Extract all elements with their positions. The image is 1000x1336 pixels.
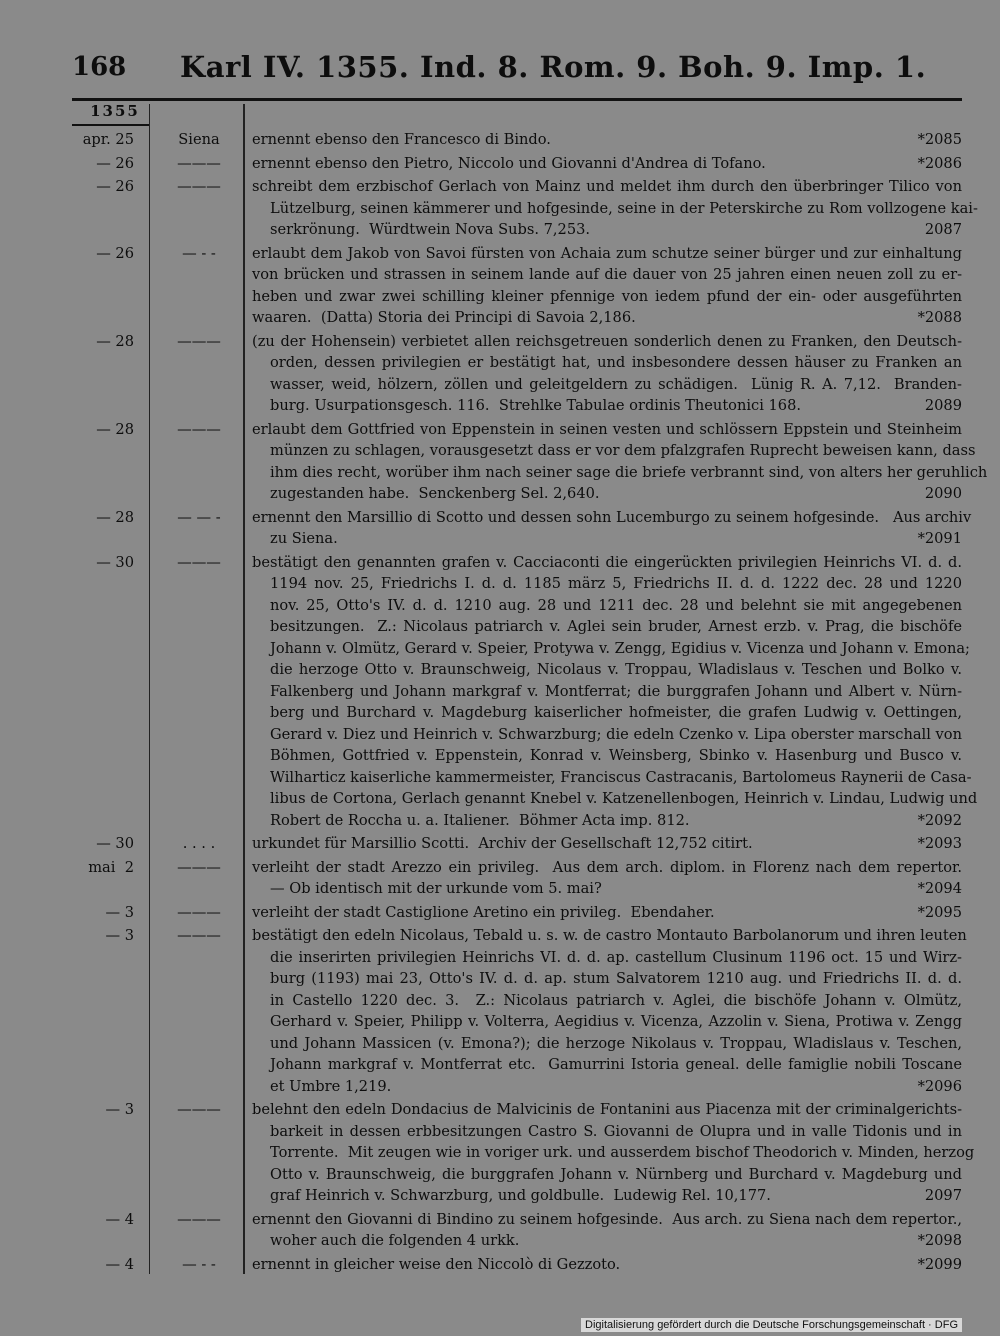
line-text: die herzoge Otto v. Braunschweig, Nicolaus v. Troppau, Wladislaus v. Teschen und Bolko v. (270, 661, 962, 678)
line-text: zu Siena. (270, 530, 338, 547)
text-line (252, 1076, 962, 1098)
entry-date: — 28 (96, 508, 134, 526)
line-text: — Ob identisch mit der urkunde vom 5. mai? (270, 880, 602, 897)
text-line (252, 745, 962, 767)
regest-entry (72, 1209, 962, 1252)
text-line (252, 264, 962, 286)
line-text: erlaubt dem Jakob von Savoi fürsten von Achaia zum schutze seiner bürger und zur einhaltung (252, 244, 962, 262)
entry-place: — - - (182, 244, 216, 262)
regest-number: 2097 (924, 1187, 962, 1204)
regest-entry (72, 153, 962, 175)
entry-text (252, 552, 978, 832)
text-line (252, 1164, 962, 1186)
text-line (252, 925, 967, 947)
entry-text (252, 1099, 975, 1207)
line-text: die inserirten privilegien Heinrichs VI. d. d. ap. castellum Clusinum 1196 oct. 15 und Wirz- (270, 948, 962, 966)
line-text: libus de Cortona, Gerlach genannt Knebel v. Katzenellenbogen, Heinrich v. Lindau, Ludwig und (270, 790, 978, 807)
line-text: in Castello 1220 dec. 3. Z.: Nicolaus patriarch v. Aglei, die bischöfe Johann v. Olmütz, (270, 991, 962, 1009)
entry-place: ——— (177, 553, 221, 571)
header-rule (72, 98, 962, 101)
line-text: Gerard v. Diez und Heinrich v. Schwarzburg; die edeln Czenko v. Lipa oberster marschall von (270, 725, 962, 743)
text-line (252, 947, 962, 969)
line-text: barkeit in dessen erbbesitzungen Castro S. Giovanni de Olupra und in valle Tidonis und in (270, 1122, 962, 1140)
entry-date: — 28 (96, 420, 134, 438)
entry-date: — 4 (105, 1255, 134, 1273)
text-line (252, 352, 962, 374)
line-text: berg und Burchard v. Magdeburg kaiserlicher hofmeister, die grafen Ludwig v. Oettingen, (270, 704, 962, 721)
text-line (252, 286, 962, 308)
regest-number: *2093 (917, 835, 962, 852)
entry-place: — — - (177, 508, 221, 526)
line-text: waaren. (Datta) Storia dei Principi di Savoia 2,186. (252, 309, 636, 326)
line-text: Johann markgraf v. Montferrat etc. Gamurrini Istoria geneal. delle famiglie nobili Toscane (270, 1056, 962, 1073)
text-line (252, 419, 962, 441)
line-text: Robert de Roccha u. a. Italiener. Böhmer Acta imp. 812. (270, 811, 690, 829)
entry-place: ——— (177, 154, 221, 172)
regest-entry (72, 1099, 975, 1207)
entry-date: — 3 (105, 1101, 134, 1118)
entry-date: — 30 (96, 553, 134, 571)
entry-text (252, 857, 962, 900)
line-text: Lützelburg, seinen kämmerer und hofgesinde, seine in der Peterskirche zu Rom vollzogene kai- (270, 199, 978, 217)
regest-number: 2089 (924, 397, 962, 414)
line-text: zugestanden habe. Senckenberg Sel. 2,640. (270, 485, 600, 502)
entry-text (252, 331, 962, 417)
line-text: ernennt in gleicher weise den Niccolò di Gezzoto. (252, 1255, 621, 1273)
text-line (252, 788, 978, 810)
text-line (252, 1209, 962, 1231)
line-text: ernennt ebenso den Francesco di Bindo. (252, 131, 551, 148)
line-text: orden, dessen privilegien er bestätigt hat, und insbesondere dessen häuser zu Franken an (270, 354, 962, 371)
line-text: ernennt ebenso den Pietro, Niccolo und Giovanni d'Andrea di Tofano. (252, 154, 766, 172)
regest-number: 2087 (924, 221, 962, 238)
line-text: Johann v. Olmütz, Gerard v. Speier, Protywa v. Zengg, Egidius v. Vicenza und Johann v. Emona; (270, 639, 970, 657)
regest-number: *2094 (917, 880, 962, 897)
text-line (252, 638, 970, 660)
entry-date: — 30 (96, 835, 134, 852)
text-line (252, 1054, 962, 1076)
entry-date: — 4 (105, 1210, 134, 1228)
text-line (252, 331, 962, 353)
text-line (252, 724, 962, 746)
text-line (252, 659, 962, 681)
text-line (252, 990, 962, 1012)
regest-entry (72, 1254, 962, 1276)
line-text: erlaubt dem Gottfried von Eppenstein in seinen vesten und schlössern Eppstein und Steinheim (252, 420, 962, 438)
entry-place: ——— (177, 332, 221, 350)
page-number: 168 (72, 52, 127, 82)
line-text: münzen zu schlagen, vorausgesetzt dass er vor dem pfalzgrafen Ruprecht beweisen kann, dass (270, 442, 976, 459)
regest-number: *2098 (917, 1232, 962, 1249)
line-text: von brücken und strassen in seinem lande auf die dauer von 25 jahren einen neuen zoll zu er- (252, 266, 962, 283)
entry-text (252, 507, 972, 550)
text-line (252, 810, 962, 832)
text-line (252, 440, 976, 462)
line-text: Gerhard v. Speier, Philipp v. Volterra, Aegidius v. Vicenza, Azzolin v. Siena, Protiwa v. Zengg (270, 1013, 962, 1030)
line-text: belehnt den edeln Dondacius de Malvicinis de Fontanini aus Piacenza mit der criminalgerichts- (252, 1101, 962, 1118)
line-text: schreibt dem erzbischof Gerlach von Mainz und meldet ihm durch den überbringer Tilico von (252, 178, 962, 195)
regest-number: *2085 (917, 131, 962, 148)
entry-text (252, 902, 962, 924)
text-line (252, 129, 962, 151)
regest-number: *2095 (917, 903, 962, 921)
text-line (252, 219, 962, 241)
text-line (252, 681, 962, 703)
text-line (252, 1121, 962, 1143)
text-line (252, 878, 962, 900)
regest-entry (72, 925, 967, 1097)
text-line (252, 1099, 962, 1121)
text-line (252, 1142, 975, 1164)
text-line (252, 833, 962, 855)
entry-date: — 26 (96, 244, 134, 262)
year-rule (72, 124, 150, 126)
entry-text (252, 153, 962, 175)
dfg-footer: Digitalisierung gefördert durch die Deutsche Forschungsgemeinschaft · DFG (581, 1318, 962, 1332)
text-line (252, 176, 962, 198)
regest-number: *2088 (917, 309, 962, 326)
entry-text (252, 419, 988, 505)
line-text: ihm dies recht, worüber ihm nach seiner sage die briefe verbrannt sind, von alters her geruhlich (270, 463, 988, 481)
regest-number: 2090 (924, 485, 962, 502)
regest-number: *2086 (917, 154, 962, 172)
line-text: Falkenberg und Johann markgraf v. Montferrat; die burggrafen Johann und Albert v. Nürn- (270, 682, 962, 700)
text-line (252, 595, 962, 617)
entry-text (252, 243, 962, 329)
entry-place: Siena (178, 131, 220, 148)
regest-number: *2092 (917, 811, 962, 829)
text-line (252, 153, 962, 175)
entry-date: — 26 (96, 178, 134, 195)
regest-entry (72, 243, 962, 329)
year-label: 1355 (90, 102, 140, 120)
running-head: Karl IV. 1355. Ind. 8. Rom. 9. Boh. 9. Imp. 1. (180, 50, 927, 84)
line-text: 1194 nov. 25, Friedrichs I. d. d. 1185 märz 5, Friedrichs II. d. d. 1222 dec. 28 und 1220 (270, 575, 962, 592)
entry-text (252, 1209, 962, 1252)
regest-entry (72, 833, 962, 855)
text-line (252, 1011, 962, 1033)
text-line (252, 1230, 962, 1252)
line-text: burg (1193) mai 23, Otto's IV. d. d. ap. stum Salvatorem 1210 aug. und Friedrichs II. d. d. (270, 970, 962, 987)
entry-place: ——— (177, 420, 221, 438)
entry-date: — 26 (96, 154, 134, 172)
line-text: Wilharticz kaiserliche kammermeister, Franciscus Castracanis, Bartolomeus Raynerii de Casa- (270, 768, 972, 786)
text-line (252, 483, 962, 505)
entry-text (252, 925, 967, 1097)
entry-place: . . . . (182, 835, 216, 852)
line-text: urkundet für Marsillio Scotti. Archiv der Gesellschaft 12,752 citirt. (252, 835, 753, 852)
regest-entry (72, 129, 962, 151)
page-header (72, 48, 962, 92)
text-line (252, 702, 962, 724)
line-text: und Johann Massicen (v. Emona?); die herzoge Nikolaus v. Troppau, Wladislaus v. Teschen, (270, 1034, 962, 1052)
entry-place: ——— (177, 858, 221, 876)
entry-text (252, 129, 962, 151)
line-text: Torrente. Mit zeugen wie in voriger urk. und ausserdem bischof Theodorich v. Minden, herzog (270, 1144, 975, 1161)
line-text: burg. Usurpationsgesch. 116. Strehlke Tabulae ordinis Theutonici 168. (270, 397, 802, 414)
text-line (252, 902, 962, 924)
entry-date: apr. 25 (82, 131, 134, 148)
text-line (252, 767, 972, 789)
entry-date: — 28 (96, 332, 134, 350)
line-text: wasser, weid, hölzern, zöllen und geleitgeldern zu schädigen. Lünig R. A. 7,12. Branden- (270, 375, 962, 393)
line-text: verleiht der stadt Arezzo ein privileg. Aus dem arch. diplom. in Florenz nach dem repertor. (252, 858, 962, 876)
line-text: ernennt den Marsillio di Scotto und dessen sohn Lucemburgo zu seinem hofgesinde. Aus archiv (252, 508, 972, 526)
text-line (252, 552, 962, 574)
text-line (252, 857, 962, 879)
entry-place: ——— (177, 903, 221, 921)
line-text: bestätigt den genannten grafen v. Cacciaconti die eingerückten privilegien Heinrichs VI. d. d. (252, 553, 962, 571)
regest-entry (72, 419, 988, 505)
entry-place: ——— (177, 1210, 221, 1228)
line-text: besitzungen. Z.: Nicolaus patriarch v. Aglei sein bruder, Arnest erzb. v. Prag, die bischöfe (270, 618, 962, 635)
entry-place: ——— (177, 927, 221, 944)
regest-entry (72, 507, 972, 550)
line-text: et Umbre 1,219. (270, 1077, 392, 1095)
line-text: ernennt den Giovanni di Bindino zu seinem hofgesinde. Aus arch. zu Siena nach dem repertor., (252, 1210, 962, 1228)
text-line (252, 198, 978, 220)
entry-date: mai 2 (88, 858, 134, 876)
regest-number: *2099 (917, 1255, 962, 1273)
text-line (252, 616, 962, 638)
line-text: Otto v. Braunschweig, die burggrafen Johann v. Nürnberg und Burchard v. Magdeburg und (270, 1165, 962, 1183)
entry-date: — 3 (105, 927, 134, 944)
text-line (252, 395, 962, 417)
entry-place: — - - (182, 1255, 216, 1273)
entry-place: ——— (177, 178, 221, 195)
line-text: graf Heinrich v. Schwarzburg, und goldbulle. Ludewig Rel. 10,177. (270, 1187, 771, 1204)
line-text: woher auch die folgenden 4 urkk. (270, 1232, 520, 1249)
text-line (252, 1185, 962, 1207)
regest-entry (72, 176, 978, 241)
text-line (252, 507, 972, 529)
entry-date: — 3 (105, 903, 134, 921)
entry-text (252, 176, 978, 241)
text-line (252, 1254, 962, 1276)
text-line (252, 307, 962, 329)
line-text: nov. 25, Otto's IV. d. d. 1210 aug. 28 und 1211 dec. 28 und belehnt sie mit angegebenen (270, 596, 962, 614)
text-line (252, 374, 962, 396)
entry-text (252, 1254, 962, 1276)
text-line (252, 462, 988, 484)
line-text: (zu der Hohensein) verbietet allen reichsgetreuen sonderlich denen zu Franken, den Deutsch- (252, 332, 962, 350)
text-line (252, 243, 962, 265)
entry-place: ——— (177, 1101, 221, 1118)
regest-entry (72, 331, 962, 417)
regest-entry (72, 902, 962, 924)
regest-entry (72, 857, 962, 900)
regest-number: *2091 (917, 530, 962, 547)
line-text: verleiht der stadt Castiglione Aretino ein privileg. Ebendaher. (252, 903, 715, 921)
text-line (252, 968, 962, 990)
line-text: Böhmen, Gottfried v. Eppenstein, Konrad v. Weinsberg, Sbinko v. Hasenburg und Busco v. (270, 747, 962, 764)
text-line (252, 573, 962, 595)
line-text: heben und zwar zwei schilling kleiner pfennige von iedem pfund der ein- oder ausgeführten (252, 287, 962, 305)
entry-text (252, 833, 962, 855)
regest-number: *2096 (917, 1077, 962, 1095)
text-line (252, 528, 962, 550)
text-line (252, 1033, 962, 1055)
line-text: bestätigt den edeln Nicolaus, Tebald u. s. w. de castro Montauto Barbolanorum und ihren leuten (252, 927, 967, 944)
line-text: serkrönung. Würdtwein Nova Subs. 7,253. (270, 221, 591, 238)
regest-entry (72, 552, 978, 832)
